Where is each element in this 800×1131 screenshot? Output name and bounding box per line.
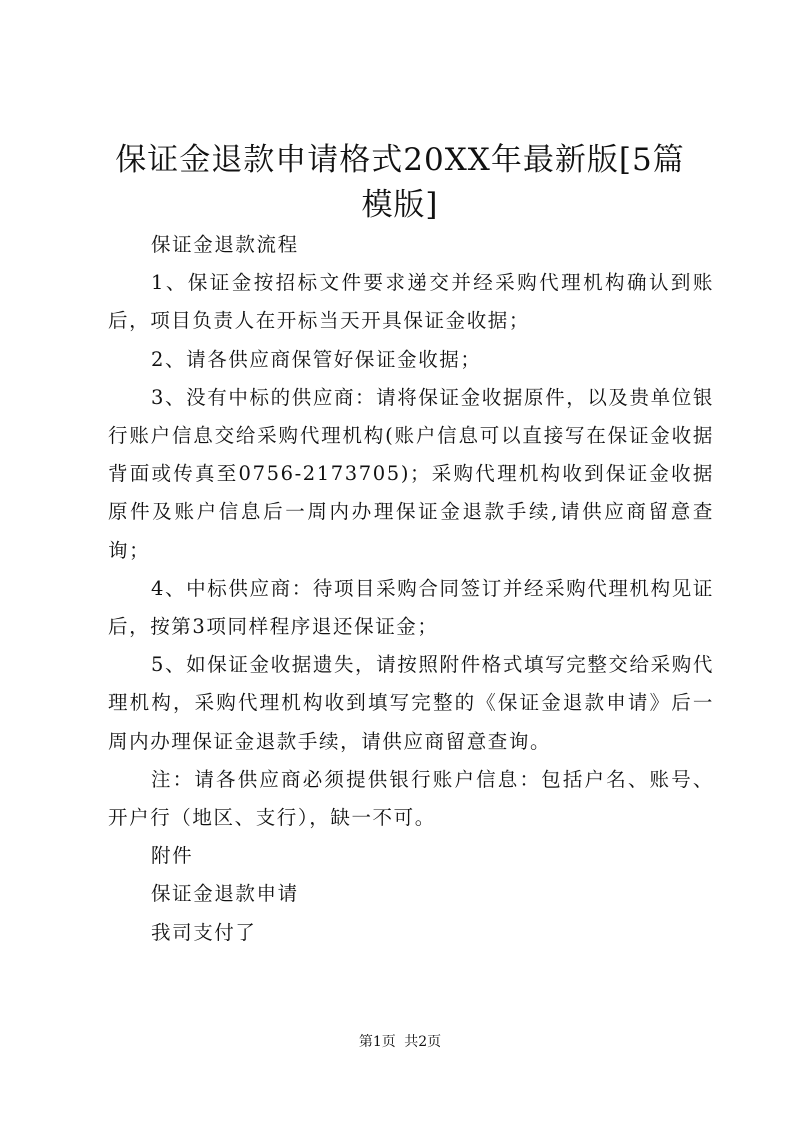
paragraph-item-4: 4、中标供应商：待项目采购合同签订并经采购代理机构见证后，按第3项同样程序退还保证金；	[108, 576, 714, 639]
paragraph-item-3: 3、没有中标的供应商：请将保证金收据原件，以及贵单位银行账户信息交给采购代理机构(账户信息可以直接写在保证金收据背面或传真至0756-2173705)；采购代理机构收到保证金收据原件及账户信息后一周内办理保证金退款手续,请供应商留意查询；	[108, 385, 714, 562]
page-number: 第1页	[358, 1034, 396, 1050]
page-footer	[0, 1032, 800, 1052]
paragraph-item-1: 1、保证金按招标文件要求递交并经采购代理机构确认到账后，项目负责人在开标当天开具保证金收据；	[108, 271, 714, 333]
section-heading: 保证金退款流程	[151, 233, 299, 256]
attachment-title: 保证金退款申请	[151, 882, 299, 906]
document-body	[108, 226, 714, 952]
attachment-text: 我司支付了	[151, 920, 257, 944]
page-total: 共2页	[404, 1034, 442, 1050]
attachment-label: 附件	[151, 844, 194, 868]
paragraph-item-5: 5、如保证金收据遗失，请按照附件格式填写完整交给采购代理机构，采购代理机构收到填写完整的《保证金退款申请》后一周内办理保证金退款手续，请供应商留意查询。	[108, 653, 714, 753]
document-title: 保证金退款申请格式20XX年最新版[5篇模版]	[115, 142, 685, 223]
paragraph-item-2: 2、请各供应商保管好保证金收据；	[151, 347, 482, 371]
note-paragraph: 注：请各供应商必须提供银行账户信息：包括户名、账号、开户行（地区、支行），缺一不可。	[108, 767, 714, 830]
